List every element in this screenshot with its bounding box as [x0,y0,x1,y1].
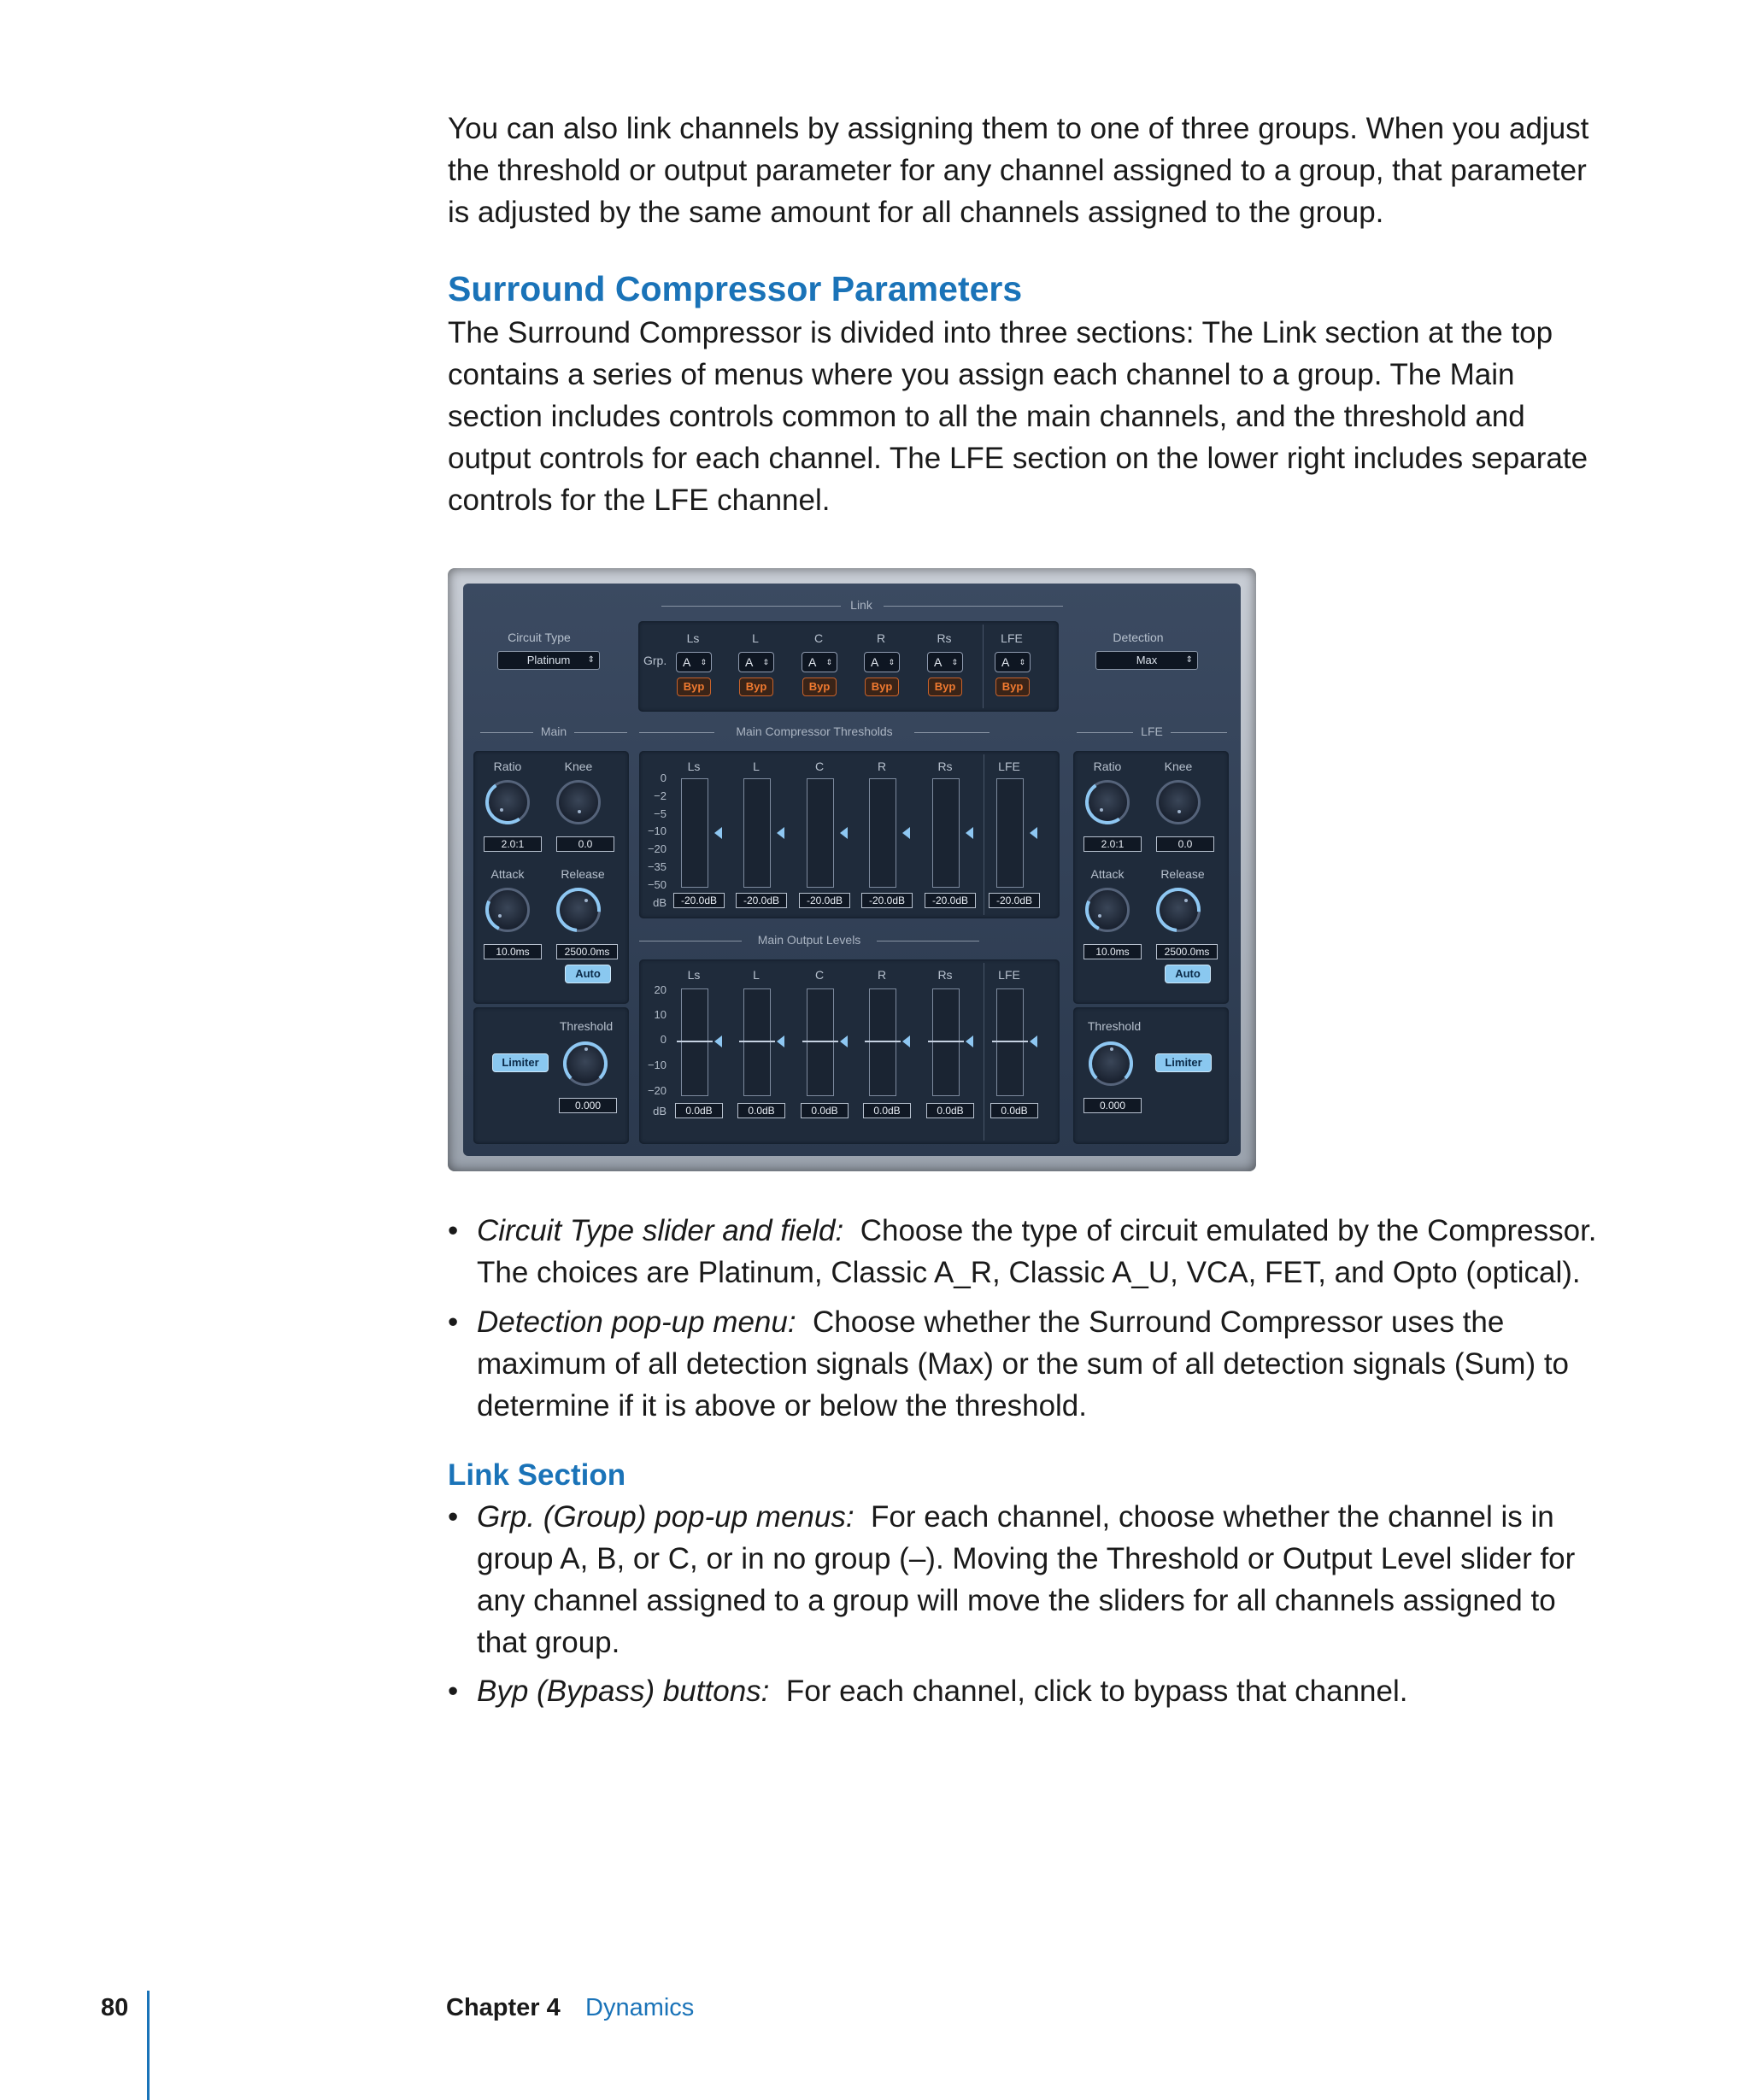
group-menu-l[interactable]: A ⇕ [738,652,774,672]
bullet-bypass-buttons [448,1670,1610,1712]
group-menu-lfe[interactable]: A ⇕ [995,652,1031,672]
thresholds-panel [639,751,1060,918]
lfe-attack-knob[interactable] [1085,888,1130,932]
lfe-auto-button[interactable]: Auto [1165,965,1211,983]
output-scale-label: 0 [660,1033,667,1046]
bypass-button-r[interactable]: Byp [865,678,899,696]
threshold-channel-r: R [877,760,887,773]
main-knee-label: Knee [564,760,593,773]
threshold-slider-lfe[interactable] [996,778,1024,888]
main-attack-field[interactable]: 10.0ms [484,944,542,959]
main-title: Main [540,724,567,738]
output-scale-label: dB [653,1105,667,1117]
link-panel [638,621,1059,712]
threshold-slider-ls[interactable] [681,778,708,888]
output-value-c[interactable]: 0.0dB [801,1103,849,1118]
link-channel-r: R [876,631,886,645]
circuit-type-value: Platinum [526,654,571,666]
threshold-channel-ls: Ls [687,760,701,773]
output-channel-c: C [814,968,825,982]
lfe-attack-label: Attack [1090,867,1125,881]
link-channel-lfe: LFE [1001,631,1023,645]
threshold-channel-lfe: LFE [998,760,1020,773]
output-value-rs[interactable]: 0.0dB [926,1103,974,1118]
bullet-text: For each channel, click to bypass that channel. [785,1675,1408,1708]
threshold-slider-rs[interactable] [932,778,960,888]
main-knee-field[interactable]: 0.0 [556,836,614,852]
threshold-value-ls[interactable]: -20.0dB [673,893,725,908]
bypass-button-rs[interactable]: Byp [928,678,962,696]
threshold-value-r[interactable]: -20.0dB [861,893,913,908]
output-panel [639,959,1060,1144]
bullet-term: Circuit Type slider and field: [477,1214,844,1247]
main-limiter-button[interactable]: Limiter [492,1053,549,1072]
threshold-slider-l[interactable] [743,778,771,888]
group-menu-ls[interactable]: A ⇕ [676,652,712,672]
thresholds-title: Main Compressor Thresholds [736,724,893,738]
lfe-release-field[interactable]: 2500.0ms [1156,944,1218,959]
output-channel-l: L [753,968,760,982]
bullet-circuit-type [448,1210,1610,1293]
group-menu-rs[interactable]: A ⇕ [927,652,963,672]
output-slider-l[interactable] [743,988,771,1096]
output-channel-ls: Ls [687,968,701,982]
threshold-value-c[interactable]: -20.0dB [799,893,850,908]
link-title: Link [850,598,872,612]
output-slider-r[interactable] [869,988,896,1096]
bullet-term: Grp. (Group) pop-up menus: [477,1500,854,1534]
bullet-text: Choose the type of circuit emulated by the Compressor. The choices are Platinum, Classic A_R, Classic A_U, VCA, FET, and Opto (optical). [477,1214,1597,1289]
bypass-button-ls[interactable]: Byp [677,678,711,696]
section-heading: Surround Compressor Parameters [448,269,1023,308]
output-value-r[interactable]: 0.0dB [863,1103,911,1118]
lfe-knee-knob[interactable] [1156,780,1201,824]
threshold-scale-label: −5 [654,807,667,820]
bullet-text: For each channel, choose whether the channel is in group A, B, or C, or in no group (–). Moving the Threshold or Output Level slider for any channel assigned to a group will move the sliders for all channels assigned to that group. [477,1500,1576,1659]
chevron-updown-icon: ⇕ [825,658,832,666]
main-auto-button[interactable]: Auto [565,965,611,983]
lfe-knee-label: Knee [1164,760,1193,773]
bullet-text: Choose whether the Surround Compressor uses the maximum of all detection signals (Max) or the sum of all detection signals (Sum) to determine if it is above or below the threshold. [477,1305,1570,1422]
output-slider-lfe[interactable] [996,988,1024,1096]
lfe-title: LFE [1141,724,1163,738]
bullet-marker: • [448,1305,459,1339]
output-scale-label: −20 [647,1084,667,1097]
output-channel-rs: Rs [937,968,953,982]
main-threshold-field[interactable]: 0.000 [559,1098,617,1113]
link-section-heading: Link Section [448,1458,626,1492]
threshold-scale-label: −10 [647,824,667,837]
main-controls-panel [473,751,629,1004]
link-channel-ls: Ls [686,631,700,645]
circuit-type-label: Circuit Type [508,631,571,644]
surround-compressor-figure [448,568,1256,1171]
lfe-threshold-label: Threshold [1087,1019,1142,1033]
threshold-scale-label: dB [653,896,667,909]
link-channel-c: C [813,631,824,645]
lfe-threshold-panel [1073,1007,1229,1144]
group-menu-r[interactable]: A ⇕ [864,652,900,672]
footer-rule [147,1991,150,2100]
lfe-limiter-button[interactable]: Limiter [1155,1053,1212,1072]
threshold-scale-label: −20 [647,842,667,855]
bullet-group-menus [448,1496,1610,1663]
threshold-scale-label: −35 [647,860,667,873]
main-threshold-label: Threshold [559,1019,614,1033]
output-channel-r: R [877,968,887,982]
main-knee-knob[interactable] [556,780,601,824]
footer-chapter: Chapter 4 [446,1994,561,2021]
output-scale-label: 10 [654,1008,667,1021]
bullet-marker: • [448,1675,459,1708]
lfe-knee-field[interactable]: 0.0 [1156,836,1214,852]
output-scale-label: −10 [647,1059,667,1071]
bypass-button-lfe[interactable]: Byp [995,678,1030,696]
detection-menu[interactable] [1095,651,1198,670]
lfe-attack-field[interactable]: 10.0ms [1083,944,1142,959]
output-value-lfe[interactable]: 0.0dB [990,1103,1038,1118]
threshold-scale-label: 0 [660,771,667,784]
chevron-updown-icon: ⇕ [951,658,958,666]
output-value-l[interactable]: 0.0dB [737,1103,785,1118]
main-attack-knob[interactable] [485,888,530,932]
threshold-scale-label: −50 [647,878,667,891]
output-value-ls[interactable]: 0.0dB [675,1103,723,1118]
output-slider-c[interactable] [807,988,834,1096]
main-release-knob[interactable] [556,888,601,932]
lfe-ratio-field[interactable]: 2.0:1 [1083,836,1142,852]
lfe-controls-panel [1073,751,1229,1004]
surround-compressor-window [463,584,1241,1156]
lfe-ratio-label: Ratio [1093,760,1122,773]
chevron-updown-icon: ⇕ [700,658,707,666]
detection-label: Detection [1113,631,1164,644]
lfe-ratio-knob[interactable] [1085,780,1130,824]
output-channel-lfe: LFE [998,968,1020,982]
footer-section-link[interactable]: Dynamics [585,1994,695,2021]
main-attack-label: Attack [490,867,525,881]
lfe-threshold-field[interactable]: 0.000 [1083,1098,1142,1113]
main-ratio-field[interactable]: 2.0:1 [484,836,542,852]
intro-paragraph: You can also link channels by assigning them to one of three groups. When you adjust the threshold or output parameter for any channel assigned to a group, that parameter is adjusted by the same amount for all channels assigned to the group. [448,112,1589,229]
threshold-channel-rs: Rs [937,760,953,773]
output-title: Main Output Levels [757,933,861,947]
bypass-button-l[interactable]: Byp [739,678,773,696]
main-ratio-label: Ratio [493,760,522,773]
threshold-channel-l: L [753,760,760,773]
chevron-updown-icon: ⇕ [888,658,895,666]
bullet-term: Byp (Bypass) buttons: [477,1675,770,1708]
output-slider-rs[interactable] [932,988,960,1096]
circuit-type-menu[interactable] [497,651,600,670]
threshold-value-rs[interactable]: -20.0dB [925,893,976,908]
detection-value: Max [1136,654,1158,666]
lfe-threshold-knob[interactable] [1089,1041,1133,1086]
section-paragraph: The Surround Compressor is divided into three sections: The Link section at the top contains a series of menus where you assign each channel to a group. The Main section includes controls common to all the main channels, and the threshold and output controls for each channel. The LFE section on the lower right includes separate controls for the LFE channel. [448,316,1589,517]
lfe-release-label: Release [1160,867,1205,881]
threshold-value-lfe[interactable]: -20.0dB [989,893,1040,908]
bullet-term: Detection pop-up menu: [477,1305,796,1339]
chevron-updown-icon: ⇕ [1019,658,1025,666]
main-release-label: Release [561,867,605,881]
bullet-marker: • [448,1214,459,1247]
page-number: 80 [101,1994,129,2021]
threshold-channel-c: C [814,760,825,773]
group-menu-c[interactable]: A ⇕ [802,652,837,672]
main-threshold-knob[interactable] [563,1041,608,1086]
main-threshold-panel [473,1007,629,1144]
bullet-detection [448,1301,1610,1427]
threshold-value-l[interactable]: -20.0dB [736,893,787,908]
output-slider-ls[interactable] [681,988,708,1096]
chevron-updown-icon: ⇕ [1185,655,1193,665]
main-release-field[interactable]: 2500.0ms [556,944,618,959]
link-channel-l: L [752,631,759,645]
threshold-slider-r[interactable] [869,778,896,888]
threshold-slider-c[interactable] [807,778,834,888]
lfe-release-knob[interactable] [1156,888,1201,932]
main-ratio-knob[interactable] [485,780,530,824]
link-channel-rs: Rs [937,631,952,645]
bullet-marker: • [448,1500,459,1534]
threshold-scale-label: −2 [654,789,667,802]
chevron-updown-icon: ⇕ [762,658,769,666]
grp-label: Grp. [643,654,667,667]
output-scale-label: 20 [654,983,667,996]
bypass-button-c[interactable]: Byp [802,678,837,696]
chevron-updown-icon: ⇕ [587,655,595,665]
